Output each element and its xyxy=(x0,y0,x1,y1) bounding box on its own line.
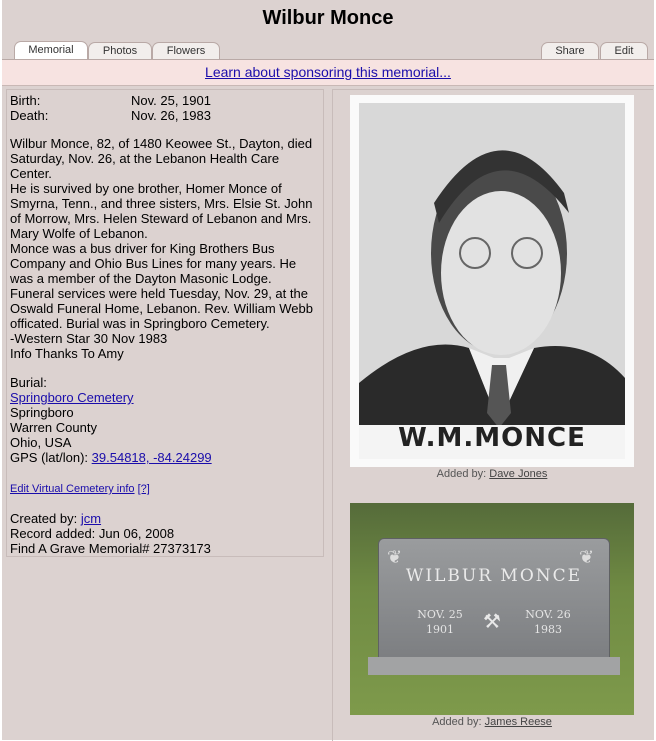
portrait-figure xyxy=(359,103,625,459)
gps-label: GPS (lat/lon): xyxy=(10,450,89,465)
tab-share[interactable]: Share xyxy=(541,42,599,60)
burial-county: Warren County xyxy=(10,420,97,435)
bio-source: -Western Star 30 Nov 1983 xyxy=(10,331,168,346)
photo2-added-label: Added by: xyxy=(432,716,482,728)
death-row xyxy=(10,108,211,123)
created-label: Created by: xyxy=(10,511,78,526)
creator-link[interactable]: jcm xyxy=(80,511,102,526)
created-row xyxy=(10,511,320,526)
headstone-name: WILBUR MONCE xyxy=(405,566,583,586)
birth-row xyxy=(10,93,211,108)
burial-city: Springboro xyxy=(10,405,74,420)
masonic-emblem-icon: ⚒ xyxy=(483,611,501,633)
burial-info xyxy=(10,375,320,465)
sponsor-divider xyxy=(2,85,654,86)
memorial-info-panel xyxy=(6,89,324,557)
headstone xyxy=(378,538,610,665)
cemetery-link[interactable]: Springboro Cemetery xyxy=(10,390,134,405)
bio-credit: Info Thanks To Amy xyxy=(10,346,124,361)
photo1-added-label: Added by: xyxy=(436,468,487,480)
tab-edit[interactable]: Edit xyxy=(600,42,648,60)
bio-paragraph: Wilbur Monce, 82, of 1480 Keowee St., Dayton, died Saturday, Nov. 26, at the Lebanon Health Care Center. xyxy=(10,136,313,181)
edit-virtual-cemetery-link[interactable]: Edit Virtual Cemetery info xyxy=(10,483,135,495)
biography xyxy=(10,136,320,361)
flower-ornament-icon: ❦ xyxy=(579,547,595,567)
gps-link[interactable]: 39.54818, -84.24299 xyxy=(91,450,212,465)
burial-state: Ohio, USA xyxy=(10,435,72,450)
birth-value: Nov. 25, 1901 xyxy=(131,93,211,108)
birth-label: Birth: xyxy=(10,93,41,108)
bio-paragraph: Funeral services were held Tuesday, Nov. 29, at the Oswald Funeral Home, Lebanon. Rev. William Webb officated. Burial was in Springboro Cemetery. xyxy=(10,286,313,331)
death-value: Nov. 26, 1983 xyxy=(131,108,211,123)
headstone-photo[interactable] xyxy=(350,503,634,715)
portrait-name-plate: W.M.MONCE xyxy=(398,423,586,453)
portrait-image xyxy=(359,103,625,459)
sponsor-link[interactable]: Learn about sponsoring this memorial... xyxy=(205,64,451,80)
headstone-base xyxy=(368,657,620,675)
memorial-id: Find A Grave Memorial# 27373173 xyxy=(10,541,211,556)
tab-photos[interactable]: Photos xyxy=(88,42,152,60)
death-label: Death: xyxy=(10,108,49,123)
bio-paragraph: He is survived by one brother, Homer Monce of Smyrna, Tenn., and three sisters, Mrs. Elsie St. John of Morrow, Mrs. Helen Steward of Lebanon and Mrs. Mary Wolfe of Lebanon. xyxy=(10,181,313,241)
photo2-added-by-link[interactable]: James Reese xyxy=(484,716,552,728)
headstone-birth: NOV. 25 1901 xyxy=(417,608,463,636)
photo2-caption xyxy=(350,716,634,728)
photo1-caption xyxy=(350,468,634,480)
burial-label: Burial: xyxy=(10,375,47,390)
page-title: Wilbur Monce xyxy=(262,7,394,29)
record-info xyxy=(10,511,320,556)
gps-row xyxy=(10,450,320,465)
help-link[interactable]: [?] xyxy=(137,483,150,495)
headstone-death: NOV. 26 1983 xyxy=(525,608,571,636)
edit-virtual-cemetery xyxy=(10,482,150,497)
sponsor-bar xyxy=(2,60,654,85)
photo1-added-by-link[interactable]: Dave Jones xyxy=(489,468,548,480)
bio-paragraph: Monce was a bus driver for King Brothers Bus Company and Ohio Bus Lines for many years. He was a member of the Dayton Masonic Lodge. xyxy=(10,241,297,286)
portrait-photo[interactable] xyxy=(350,95,634,467)
record-added: Record added: Jun 06, 2008 xyxy=(10,526,175,541)
flower-ornament-icon: ❦ xyxy=(387,547,403,567)
tab-flowers[interactable]: Flowers xyxy=(152,42,220,60)
tab-memorial[interactable]: Memorial xyxy=(14,41,88,61)
